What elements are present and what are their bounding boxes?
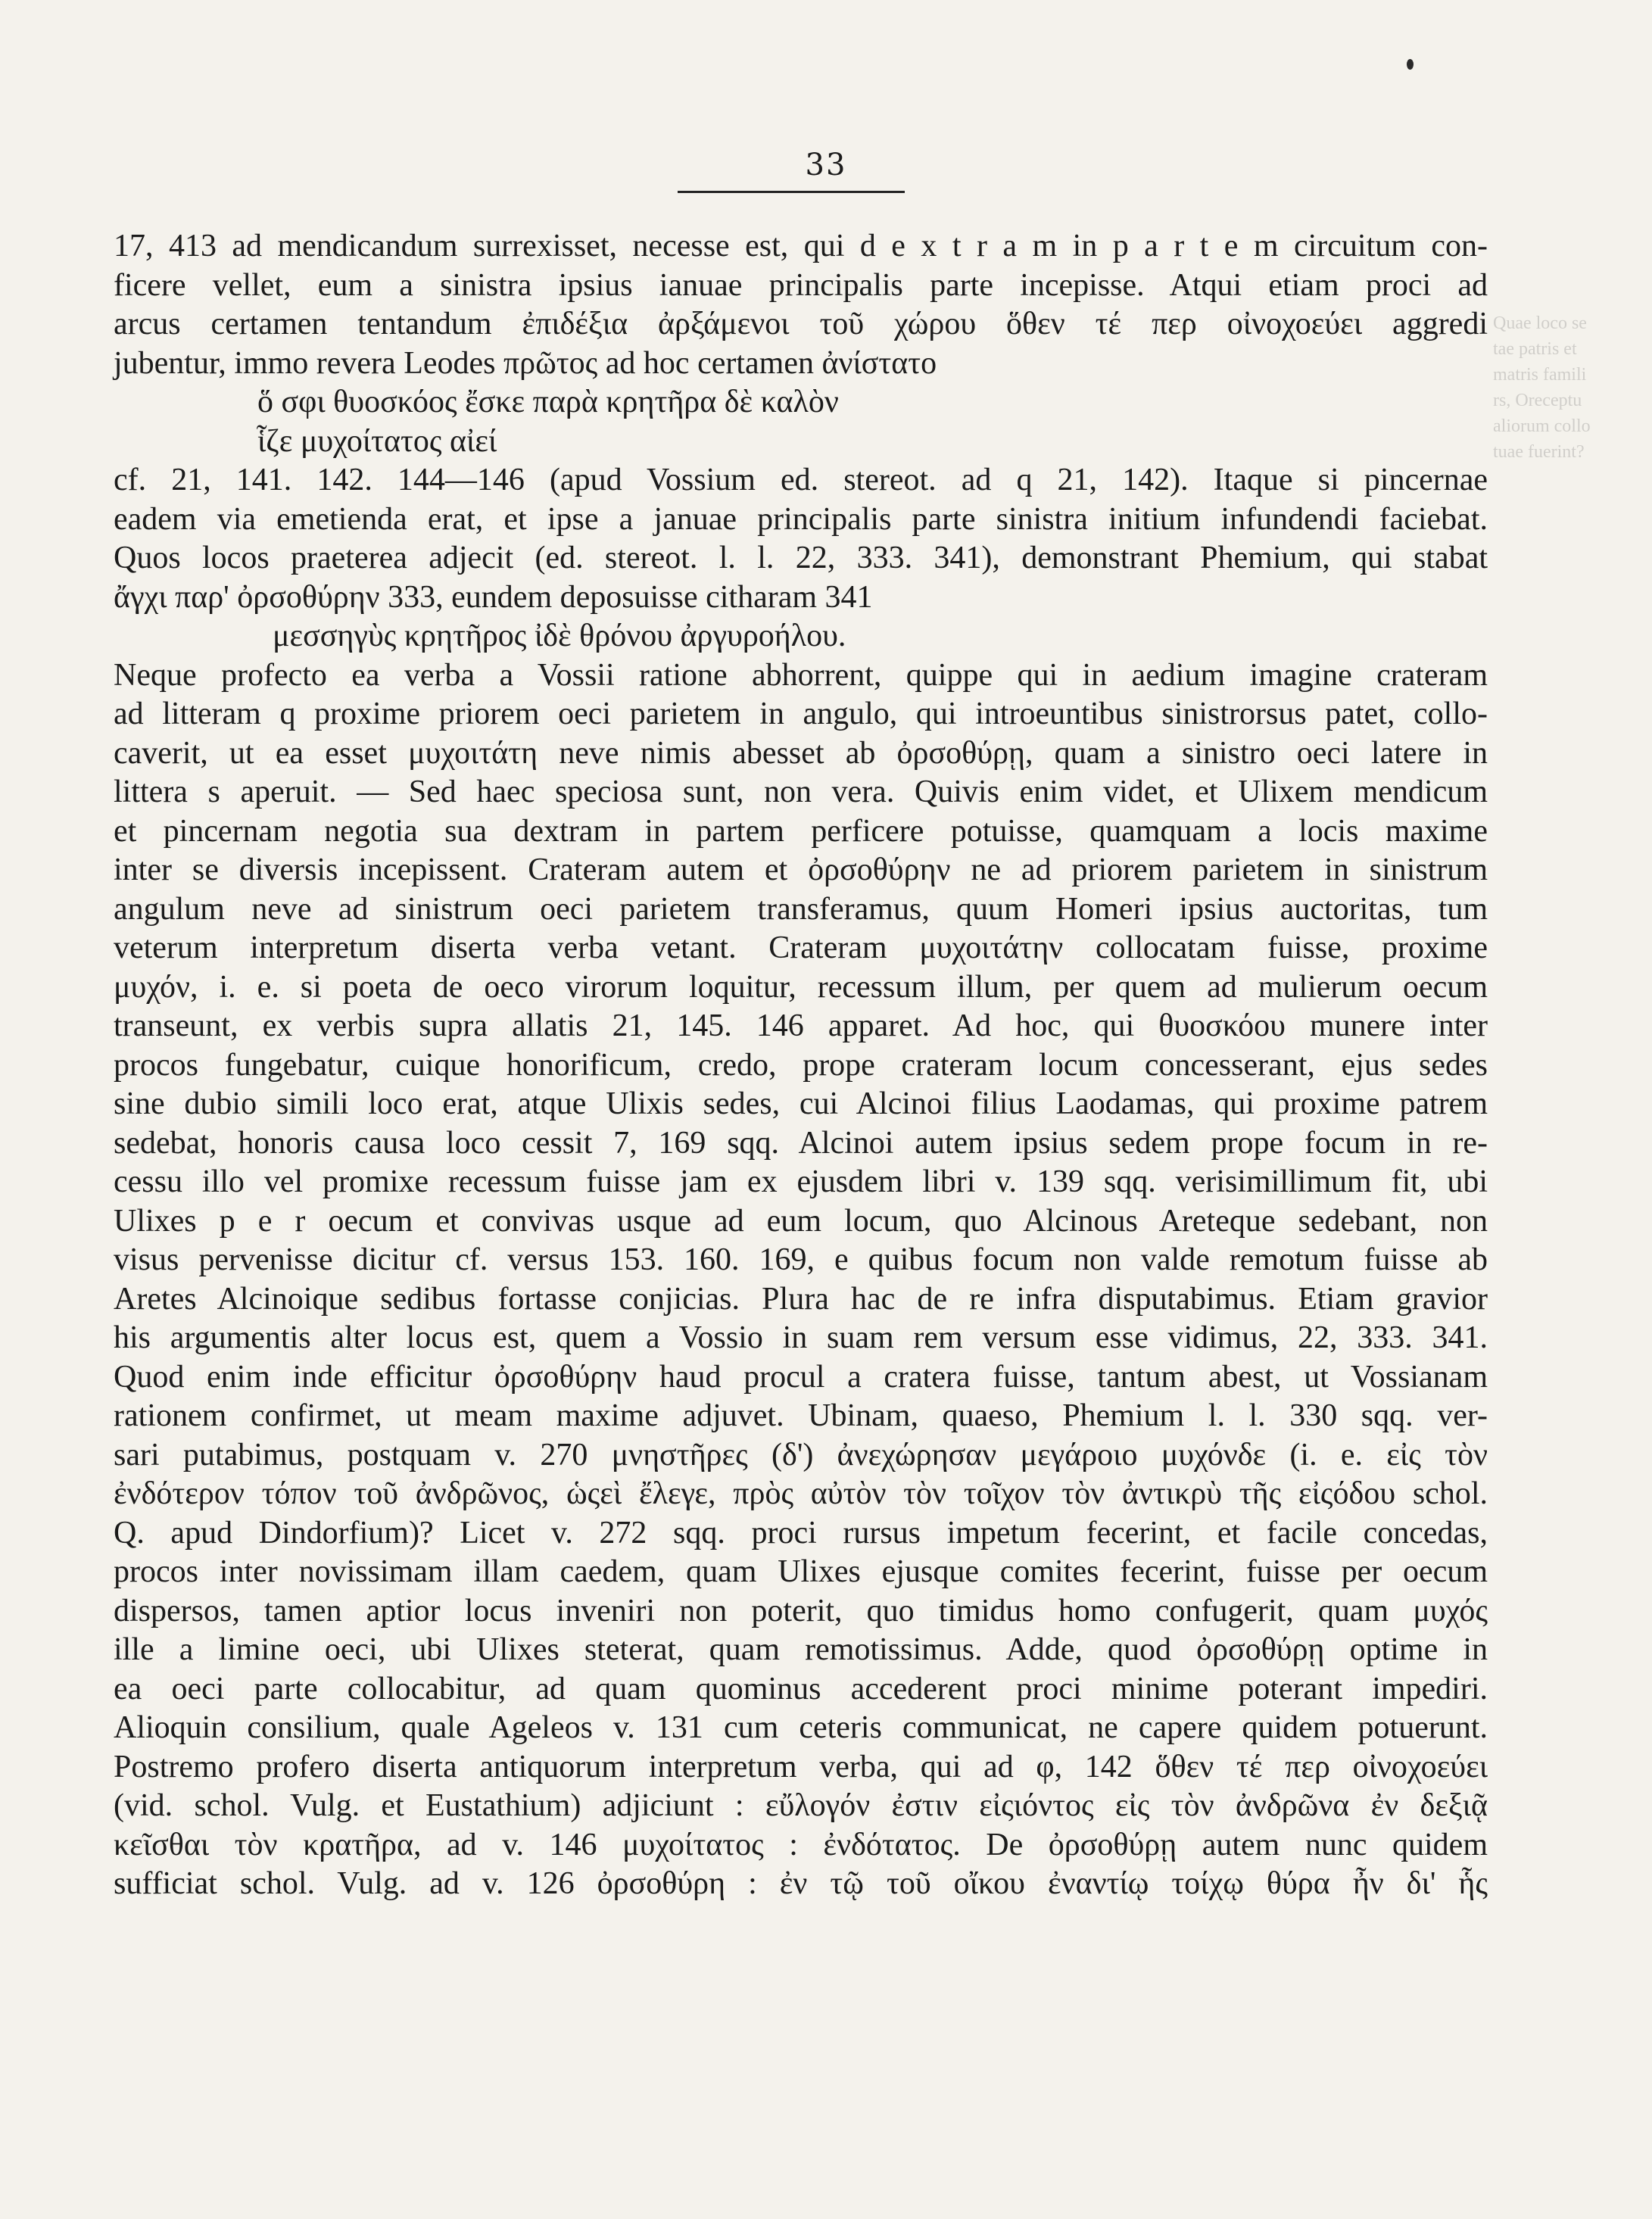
text-line: Alioquin consilium, quale Ageleos v. 131 cum ceteris communicat, ne capere quidem potuerunt. — [114, 1710, 1488, 1745]
text-line: eadem via emetienda erat, et ipse a januae principalis parte sinistra initium infundendi faciebat. — [114, 501, 1488, 537]
text-line: μυχόν, i. e. si poeta de oeco virorum loquitur, recessum illum, per quem ad mulierum oecum — [114, 969, 1488, 1005]
page-number: 33 — [805, 148, 847, 182]
text-line: ἐνδότερον τόπον τοῦ ἀνδρῶνος, ὡςεὶ ἔλεγε, πρὸς αὐτὸν τὸν τοῖχον τὸν ἀντικρὺ τῆς εἰςόδου schol. — [114, 1476, 1488, 1511]
text-line: cf. 21, 141. 142. 144—146 (apud Vossium ed. stereot. ad q 21, 142). Itaque si pincernae — [114, 463, 1488, 497]
text-line: littera s aperuit. — Sed haec speciosa sunt, non vera. Quivis enim videt, et Ulixem mendicum — [114, 774, 1488, 809]
text-line: procos fungebatur, cuique honorificum, credo, prope crateram locum concesserant, ejus sedes — [114, 1047, 1488, 1083]
text-line: caverit, ut ea esset μυχοιτάτη neve nimis abesset ab ὀρσοθύρῃ, quam a sinistro oeci latere in — [114, 735, 1488, 771]
text-line: Neque profecto ea verba a Vossii ratione abhorrent, quippe qui in aedium imagine crateram — [114, 657, 1488, 693]
text-line: inter se diversis incepissent. Crateram autem et ὀρσοθύρην ne ad priorem parietem in sinistrum — [114, 852, 1488, 887]
verse-quote-line: μεσσηγὺς κρητῆρος ἰδὲ θρόνου ἀργυροήλου. — [273, 619, 846, 653]
text-line: ἄγχι παρ' ὀρσοθύρην 333, eundem deposuisse citharam 341 — [114, 579, 873, 615]
text-line: transeunt, ex verbis supra allatis 21, 145. 146 apparet. Ad hoc, qui θυοσκόου munere inter — [114, 1008, 1488, 1043]
text-line: arcus certamen tentandum ἐπιδέξια ἀρξάμενοι τοῦ χώρου ὅθεν τέ περ οἰνοχοεύει aggredi — [114, 307, 1488, 341]
text-line: procos inter novissimam illam caedem, quam Ulixes ejusque comites fecerint, fuisse per oecum — [114, 1554, 1488, 1589]
text-line: sine dubio simili loco erat, atque Ulixis sedes, cui Alcinoi filius Laodamas, qui proxime patrem — [114, 1086, 1488, 1121]
text-line: veterum interpretum diserta verba vetant. Crateram μυχοιτάτην collocatam fuisse, proxime — [114, 930, 1488, 965]
text-line: rationem confirmet, ut meam maxime adjuvet. Ubinam, quaeso, Phemium l. l. 330 sqq. ver- — [114, 1398, 1488, 1433]
text-line: κεῖσθαι τὸν κρατῆρα, ad v. 146 μυχοίτατος : ἐνδότατος. De ὀρσοθύρῃ autem nunc quidem — [114, 1827, 1488, 1862]
bleed-through-text: Quae loco se tae patris et matris famili rs, Oreceptu aliorum collo tuae fuerint? — [1493, 313, 1591, 462]
text-line: Quos locos praeterea adjecit (ed. stereot. l. l. 22, 333. 341), demonstrant Phemium, qui stabat — [114, 541, 1488, 575]
text-line: Postremo profero diserta antiquorum interpretum verba, qui ad φ, 142 ὅθεν τέ περ οἰνοχοεύει — [114, 1749, 1488, 1784]
text-line: his argumentis alter locus est, quem a Vossio in suam rem versum esse vidimus, 22, 333. 341. — [114, 1320, 1488, 1355]
text-line: 17, 413 ad mendicandum surrexisset, necesse est, qui d e x t r a m in p a r t e m circuitum con- — [114, 229, 1488, 263]
text-line: jubentur, immo revera Leodes πρῶτος ad hoc certamen ἀνίστατο — [114, 345, 937, 381]
text-line: (vid. schol. Vulg. et Eustathium) adjiciunt : εὔλογόν ἐστιν εἰςιόντος εἰς τὸν ἀνδρῶνα ἐν δεξιᾷ — [114, 1788, 1488, 1823]
body-text — [114, 227, 1488, 1904]
text-line: cessu illo vel promixe recessum fuisse jam ex ejusdem libri v. 139 sqq. verisimillimum fit, ubi — [114, 1164, 1488, 1199]
ink-speck — [1407, 59, 1414, 70]
text-line: ille a limine oeci, ubi Ulixes steterat, quam remotissimus. Adde, quod ὀρσοθύρῃ optime in — [114, 1632, 1488, 1667]
text-line: sedebat, honoris causa loco cessit 7, 169 sqq. Alcinoi autem ipsius sedem prope focum in re- — [114, 1125, 1488, 1161]
text-line: angulum neve ad sinistrum oeci parietem transferamus, quum Homeri ipsius auctoritas, tum — [114, 891, 1488, 927]
text-line: ficere vellet, eum a sinistra ipsius ianuae principalis parte incepisse. Atqui etiam proci ad — [114, 267, 1488, 303]
text-line: Ulixes p e r oecum et convivas usque ad eum locum, quo Alcinous Areteque sedebant, non — [114, 1203, 1488, 1239]
text-line: ad litteram q proxime priorem oeci parietem in angulo, qui introeuntibus sinistrorsus patet, collo- — [114, 697, 1488, 731]
verse-quote-line: ὅ σφι θυοσκόος ἔσκε παρὰ κρητῆρα δὲ καλὸν — [257, 385, 839, 419]
header-rule — [678, 191, 905, 193]
text-line: et pincernam negotia sua dextram in partem perficere potuisse, quamquam a locis maxime — [114, 813, 1488, 849]
text-line: sufficiat schol. Vulg. ad v. 126 ὀρσοθύρη : ἐν τῷ τοῦ οἴκου ἐναντίῳ τοίχῳ θύρα ἦν δι' ἧς — [114, 1866, 1488, 1901]
text-line: ea oeci parte collocabitur, ad quam quominus accederent proci minime poterant impediri. — [114, 1671, 1488, 1706]
text-line: Aretes Alcinoique sedibus fortasse conjicias. Plura hac de re infra disputabimus. Etiam gravior — [114, 1281, 1488, 1317]
text-line: sari putabimus, postquam v. 270 μνηστῆρες (δ') ἀνεχώρησαν μεγάροιο μυχόνδε (i. e. εἰς τὸν — [114, 1437, 1488, 1473]
verse-quote-line: ἷζε μυχοίτατος αἰεί — [257, 423, 497, 459]
text-line: Quod enim inde efficitur ὀρσοθύρην haud procul a cratera fuisse, tantum abest, ut Vossianam — [114, 1359, 1488, 1395]
text-line: visus pervenisse dicitur cf. versus 153. 160. 169, e quibus focum non valde remotum fuisse ab — [114, 1242, 1488, 1277]
text-line: Q. apud Dindorfium)? Licet v. 272 sqq. proci rursus impetum fecerint, et facile concedas, — [114, 1515, 1488, 1550]
text-line: dispersos, tamen aptior locus inveniri non poterit, quo timidus homo confugerit, quam μυχός — [114, 1593, 1488, 1628]
